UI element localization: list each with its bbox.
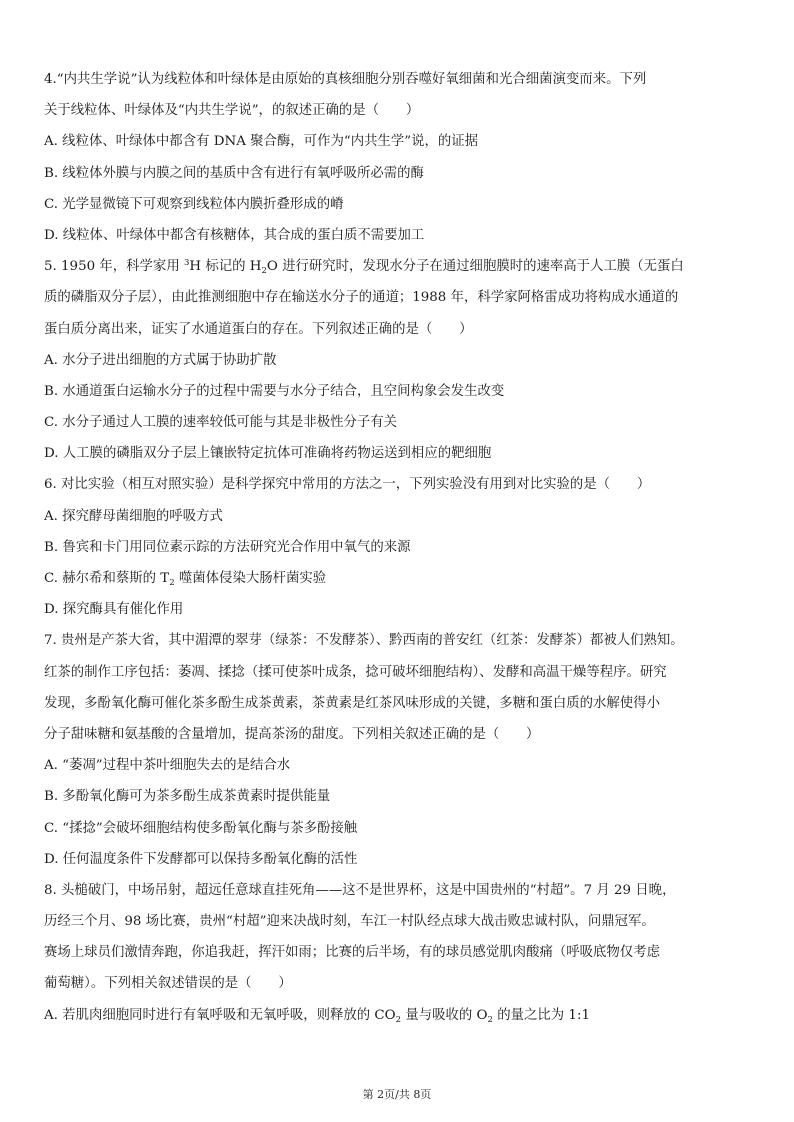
question-5 bbox=[44, 251, 756, 469]
question-stem: 赛场上球员们激情奔跑，你追我赶，挥汗如雨；比赛的后半场，有的球员感觉肌肉酸痛（呼吸底物仅考虑 bbox=[44, 945, 660, 961]
question-4 bbox=[44, 64, 756, 251]
option-c: C. 光学显微镜下可观察到线粒体内膜折叠形成的嵴 bbox=[44, 196, 344, 212]
question-stem: 7. 贵州是产茶大省，其中湄潭的翠芽（绿茶：不发酵茶）、黔西南的普安红（红茶：发酵茶）都被人们熟知。 bbox=[44, 633, 684, 649]
option-c: C. 赫尔希和蔡斯的 $T_2$ 噬菌体侵染大肠杆菌实验 bbox=[44, 571, 327, 588]
question-stem: 质的磷脂双分子层），由此推测细胞中存在输送水分子的通道；1988 年，科学家阿格雷成功将构成水通道的 bbox=[44, 290, 679, 306]
question-stem: 发现，多酚氧化酶可催化茶多酚生成茶黄素，茶黄素是红茶风味形成的关键，多糖和蛋白质的水解使得小 bbox=[44, 695, 660, 711]
question-stem: 8. 头槌破门，中场吊射，超远任意球直挂死角——这不是世界杯，这是中国贵州的“村超”。7 月 29 日晚， bbox=[44, 882, 676, 898]
question-stem: 蛋白质分离出来，证实了水通道蛋白的存在。下列叙述正确的是（ ） bbox=[44, 321, 473, 337]
option-a: A. 线粒体、叶绿体中都含有 DNA 聚合酶，可作为“内共生学”说，的证据 bbox=[44, 134, 479, 150]
question-stem: 6. 对比实验（相互对照实验）是科学探究中常用的方法之一，下列实验没有用到对比实验的是（ ） bbox=[44, 477, 651, 493]
option-b: B. 水通道蛋白运输水分子的过程中需要与水分子结合，且空间构象会发生改变 bbox=[44, 383, 505, 399]
option-c: C. 水分子通过人工膜的速率较低可能与其是非极性分子有关 bbox=[44, 415, 398, 431]
option-a: A. 若肌肉细胞同时进行有氧呼吸和无氧呼吸，则释放的 $CO_2$ 量与吸收的 $O_2$ 的量之比为 1:1 bbox=[44, 1007, 590, 1025]
option-a: A. 水分子进出细胞的方式属于协助扩散 bbox=[44, 352, 277, 368]
question-stem: 分子甜味糖和氨基酸的含量增加，提高茶汤的甜度。下列相关叙述正确的是（ ） bbox=[44, 726, 540, 742]
option-d: D. 人工膜的磷脂双分子层上镶嵌特定抗体可准确将药物运送到相应的靶细胞 bbox=[44, 446, 492, 462]
option-b: B. 多酚氧化酶可为茶多酚生成茶黄素时提供能量 bbox=[44, 789, 331, 805]
option-d: D. 探究酶具有催化作用 bbox=[44, 602, 184, 618]
option-a: A. “萎凋”过程中茶叶细胞失去的是结合水 bbox=[44, 758, 291, 774]
question-stem: 历经三个月、98 场比赛，贵州“村超”迎来决战时刻，车江一村队经点球大战击败忠诚村队，问鼎冠军。 bbox=[44, 914, 655, 930]
option-d: D. 线粒体、叶绿体中都含有核糖体，其合成的蛋白质不需要加工 bbox=[44, 227, 425, 243]
option-b: B. 鲁宾和卡门用同位素示踪的方法研究光合作用中氧气的来源 bbox=[44, 539, 411, 555]
question-6 bbox=[44, 469, 756, 625]
question-stem: 5. 1950 年，科学家用 $^3$H 标记的 $H_2O$ 进行研究时，发现水分子在通过细胞膜时的速率高于人工膜（无蛋白 bbox=[44, 258, 684, 277]
question-stem: 葡萄糖）。下列相关叙述错误的是（ ） bbox=[44, 976, 292, 992]
option-b: B. 线粒体外膜与内膜之间的基质中含有进行有氧呼吸所必需的酶 bbox=[44, 165, 424, 181]
question-7 bbox=[44, 625, 756, 875]
option-a: A. 探究酵母菌细胞的呼吸方式 bbox=[44, 508, 223, 524]
page-number: 第 2页/共 8页 bbox=[362, 1088, 432, 1101]
option-c: C. “揉捻”会破坏细胞结构使多酚氧化酶与茶多酚接触 bbox=[44, 820, 358, 836]
question-stem: 4.“内共生学说”认为线粒体和叶绿体是由原始的真核细胞分别吞噬好氧细菌和光合细菌演变而来。下列 bbox=[44, 72, 647, 87]
question-8 bbox=[44, 875, 756, 1031]
question-list bbox=[44, 64, 756, 1031]
question-stem: 红茶的制作工序包括：萎凋、揉捻（揉可使茶叶成条，捻可破坏细胞结构）、发酵和高温干燥等程序。研究 bbox=[44, 664, 667, 680]
option-d: D. 任何温度条件下发酵都可以保持多酚氧化酶的活性 bbox=[44, 851, 358, 867]
question-stem: 关于线粒体、叶绿体及“内共生学说”，的叙述正确的是（ ） bbox=[44, 103, 420, 119]
